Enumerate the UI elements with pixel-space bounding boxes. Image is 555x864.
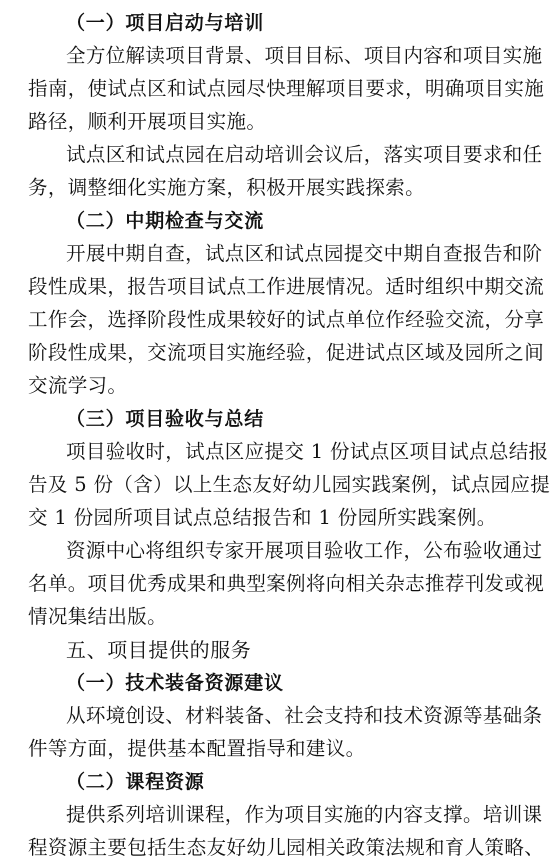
paragraph-line: 交 1 份园所项目试点总结报告和 1 份园所实践案例。 [28, 506, 497, 529]
paragraph-line: 资源中心将组织专家开展项目验收工作，公布验收通过 [66, 539, 543, 562]
paragraph-line: 指南，使试点区和试点园尽快理解项目要求，明确项目实施 [28, 77, 545, 100]
section-heading: （一）技术装备资源建议 [66, 672, 284, 694]
paragraph-line: 提供系列培训课程，作为项目实施的内容支撑。培训课 [66, 803, 543, 826]
section-heading: （一）项目启动与培训 [66, 12, 265, 34]
section-heading: （二）中期检查与交流 [66, 210, 265, 232]
paragraph-line: 情况集结出版。 [28, 605, 167, 628]
paragraph-line: 告及 5 份（含）以上生态友好幼儿园实践案例，试点园应提 [28, 473, 551, 496]
paragraph-line: 全方位解读项目背景、项目目标、项目内容和项目实施 [66, 44, 543, 67]
paragraph-line: 件等方面，提供基本配置指导和建议。 [28, 737, 366, 760]
section-heading: （三）项目验收与总结 [66, 408, 265, 430]
paragraph-line: 试点区和试点园在启动培训会议后，落实项目要求和任 [66, 143, 543, 166]
paragraph-line: 段性成果，报告项目试点工作进展情况。适时组织中期交流 [28, 275, 545, 298]
paragraph-line: 项目验收时，试点区应提交 1 份试点区项目试点总结报 [66, 440, 549, 463]
section-heading: （二）课程资源 [66, 771, 205, 793]
paragraph-line: 程资源主要包括生态友好幼儿园相关政策法规和育人策略、 [28, 836, 545, 859]
paragraph-line: 交流学习。 [28, 374, 128, 397]
paragraph-line: 开展中期自查，试点区和试点园提交中期自查报告和阶 [66, 242, 543, 265]
paragraph-line: 路径，顺利开展项目实施。 [28, 110, 267, 133]
paragraph-line: 工作会，选择阶段性成果较好的试点单位作经验交流，分享 [28, 308, 545, 331]
paragraph-line: 从环境创设、材料装备、社会支持和技术资源等基础条 [66, 704, 543, 727]
chapter-heading: 五、项目提供的服务 [66, 638, 252, 662]
paragraph-line: 名单。项目优秀成果和典型案例将向相关杂志推荐刊发或视 [28, 572, 545, 595]
paragraph-line: 阶段性成果，交流项目实施经验，促进试点区域及园所之间 [28, 341, 545, 364]
paragraph-line: 务，调整细化实施方案，积极开展实践探索。 [28, 176, 426, 199]
